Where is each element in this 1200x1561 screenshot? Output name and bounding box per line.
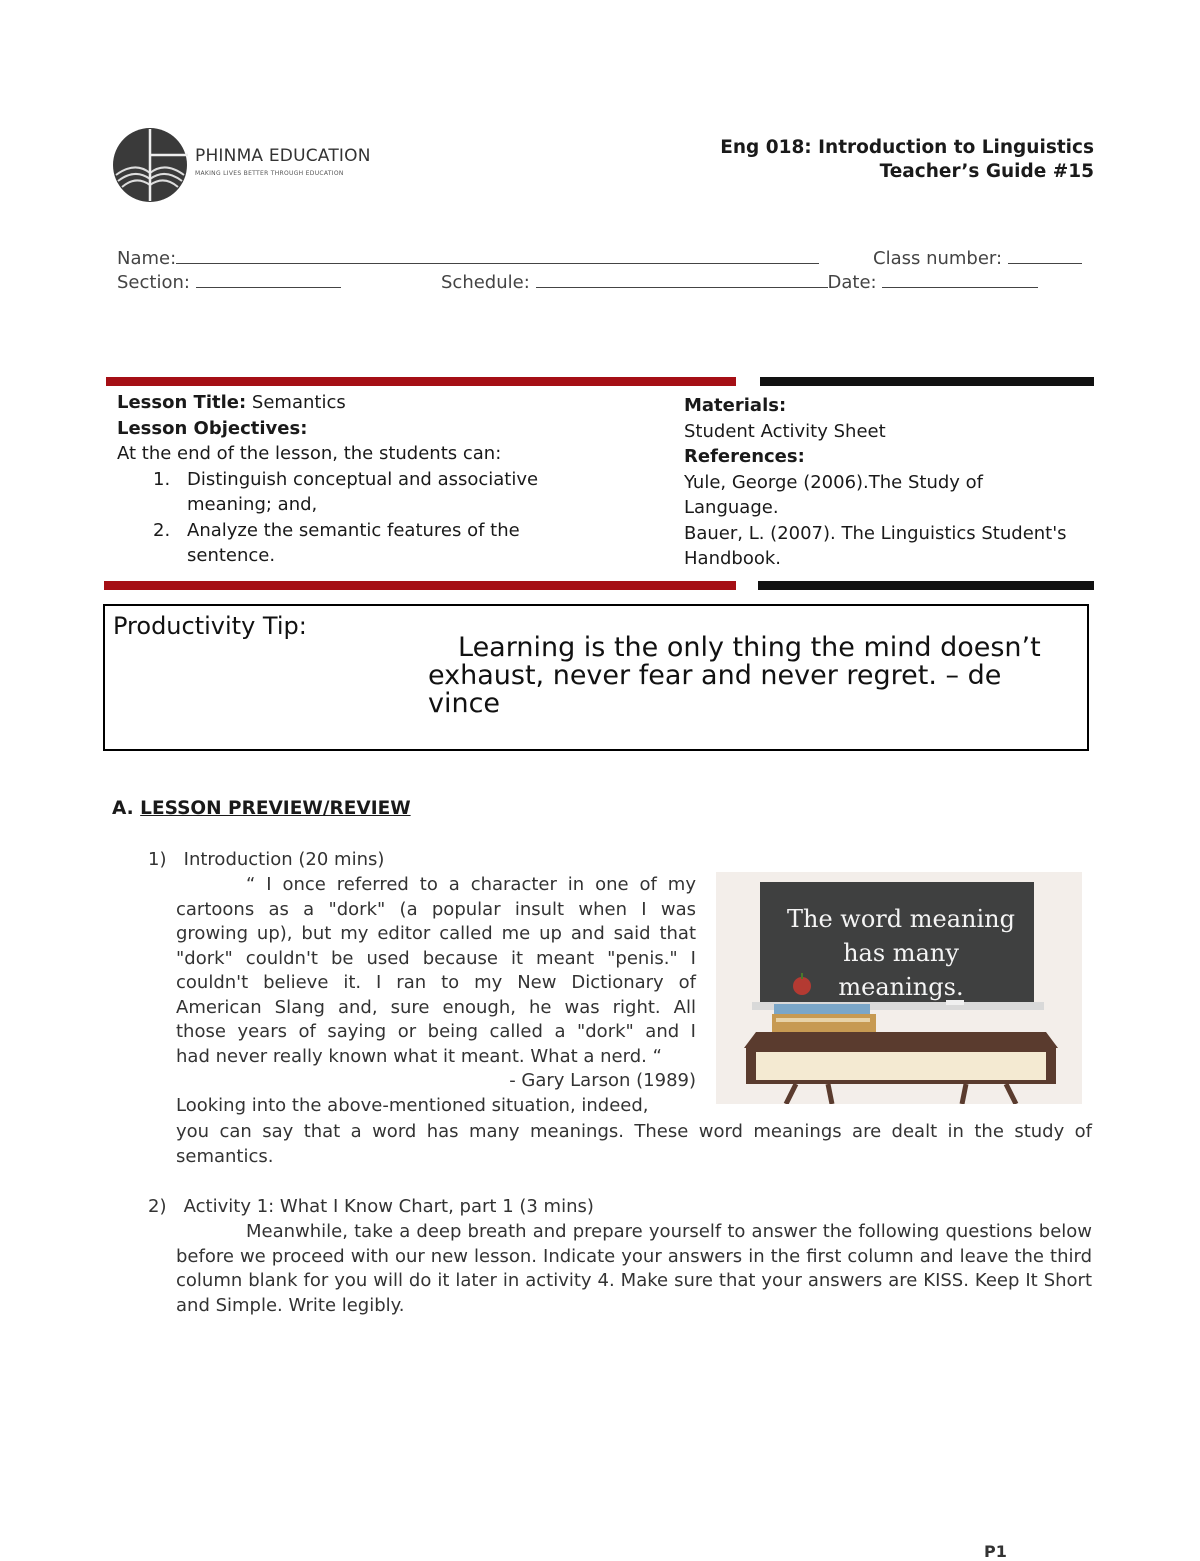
- objectives-list: [117, 467, 677, 569]
- guide-number: Teacher’s Guide #15: [879, 161, 1094, 182]
- quote-line: those years of saying or being called a "dork" and I: [176, 1021, 696, 1042]
- quote-line: couldn't believe it. I ran to my New Dictionary of: [176, 972, 696, 993]
- reference-line: Yule, George (2006).The Study of: [684, 471, 984, 493]
- item-number: 1): [148, 849, 167, 870]
- quote-line: cartoons as a "dork" (a popular insult when I was: [176, 898, 696, 920]
- chalkboard-line: The word meaning: [787, 905, 1015, 933]
- item-title: Activity 1: What I Know Chart, part 1 (3 mins): [183, 1196, 594, 1217]
- logo-name: PHINMA EDUCATION: [195, 146, 371, 166]
- quote-attribution: - Gary Larson (1989): [509, 1070, 696, 1091]
- logo-tagline: MAKING LIVES BETTER THROUGH EDUCATION: [195, 170, 344, 177]
- objectives-intro: At the end of the lesson, the students can:: [117, 443, 502, 464]
- materials-value: Student Activity Sheet: [684, 420, 886, 442]
- name-field[interactable]: [117, 247, 819, 269]
- class-number-field[interactable]: [873, 247, 1082, 269]
- materials-label: Materials:: [684, 395, 787, 416]
- lesson-info: [117, 390, 677, 569]
- references-label: References:: [684, 446, 805, 467]
- item-number: 2): [148, 1196, 167, 1217]
- top-red-bar: [106, 377, 736, 386]
- objective-item: [117, 518, 677, 569]
- quote-line: growing up), but my editor called me up and said that: [176, 923, 696, 944]
- schedule-field[interactable]: [441, 271, 1038, 293]
- chalkboard-illustration: [716, 872, 1082, 1104]
- productivity-tip-quote: Learning is the only thing the mind doesn’t exhaust, never fear and never regret. – de vince: [428, 632, 1041, 719]
- chalkboard-text: [786, 902, 1016, 1004]
- quote-line: had never really known what it meant. What a nerd. “: [176, 1045, 662, 1067]
- page-number: P1: [984, 1542, 1007, 1561]
- objective-text: meaning; and,: [187, 494, 318, 515]
- productivity-tip-label: Productivity Tip:: [113, 612, 307, 640]
- materials-references: [684, 393, 1104, 572]
- top-black-bar: [760, 377, 1094, 386]
- section-label: Section:: [117, 272, 190, 293]
- larson-quote: [176, 873, 696, 1118]
- objective-text: sentence.: [187, 545, 276, 566]
- follow-line: Looking into the above-mentioned situation, indeed,: [176, 1094, 649, 1116]
- section-letter: A.: [112, 798, 134, 819]
- date-line: [882, 271, 1038, 288]
- lesson-title-label: Lesson Title:: [117, 392, 247, 413]
- date-label: Date:: [827, 272, 877, 293]
- schedule-label: Schedule:: [441, 272, 530, 293]
- objective-text: Analyze the semantic features of the: [187, 519, 520, 541]
- chalkboard-line: has many meanings.: [838, 939, 964, 1001]
- course-title: Eng 018: Introduction to Linguistics: [720, 137, 1094, 158]
- bottom-red-bar: [104, 581, 736, 590]
- bottom-black-bar: [758, 581, 1094, 590]
- item-2-heading: [148, 1195, 594, 1220]
- section-title: LESSON PREVIEW/REVIEW: [140, 798, 411, 819]
- quote-line: “ I once referred to a character in one of my: [246, 874, 696, 895]
- name-label: Name:: [117, 248, 177, 269]
- objective-number: 1.: [153, 468, 171, 490]
- section-a-heading: [112, 798, 411, 819]
- quote-line: American Slang and, sure enough, he was right. All: [176, 996, 696, 1018]
- reference-line: Language.: [684, 497, 779, 518]
- follow-paragraph: you can say that a word has many meanings. These word meanings are dealt in the study of semantics.: [176, 1121, 1092, 1167]
- course-heading: [720, 136, 1094, 184]
- item-title: Introduction (20 mins): [183, 849, 385, 870]
- lesson-objectives-label: Lesson Objectives:: [117, 417, 308, 439]
- lesson-title-value: Semantics: [251, 392, 346, 413]
- schedule-line: [536, 271, 828, 288]
- logo-emblem-icon: [110, 125, 190, 205]
- lesson-title-row: [117, 390, 677, 416]
- item-1-heading: [148, 848, 384, 873]
- section-field[interactable]: [117, 271, 341, 293]
- objective-number: 2.: [153, 519, 171, 541]
- class-number-label: Class number:: [873, 248, 1003, 269]
- reference-line: Handbook.: [684, 548, 781, 569]
- objective-text: Distinguish conceptual and associative: [187, 468, 539, 490]
- section-line: [196, 271, 341, 288]
- objective-item: [117, 467, 677, 518]
- name-line: [176, 247, 819, 264]
- reference-line: Bauer, L. (2007). The Linguistics Student's: [684, 522, 1067, 544]
- quote-line: "dork" couldn't be used because it meant "penis." I: [176, 947, 696, 969]
- activity-instructions: Meanwhile, take a deep breath and prepare yourself to answer the following questions below before we proceed with our new lesson. Indicate your answers in the first column and leave the third column blank for you will do it later in activity 4. Make sure that your answers are KISS. Keep It Short and Simple. Write legibly.: [176, 1221, 1092, 1316]
- class-number-line: [1008, 247, 1082, 264]
